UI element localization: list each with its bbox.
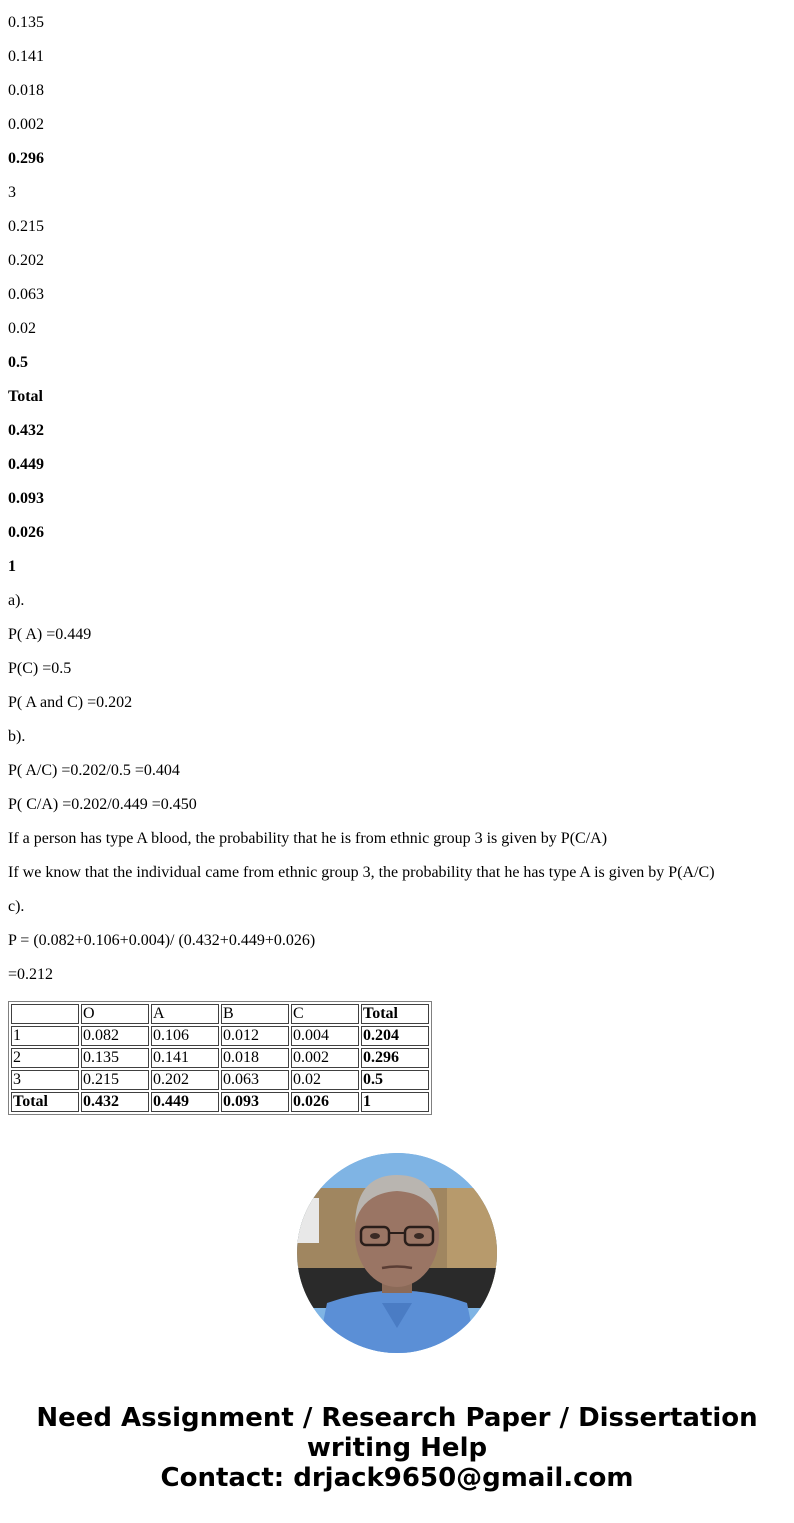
table-cell: 0.202	[151, 1070, 219, 1090]
probability-a-and-c: P( A and C) =0.202	[8, 694, 133, 711]
part-c-result: =0.212	[8, 966, 54, 983]
table-cell: 0.082	[81, 1026, 149, 1046]
table-header-cell: C	[291, 1004, 359, 1024]
table-cell: 0.02	[291, 1070, 359, 1090]
table-cell: 0.106	[151, 1026, 219, 1046]
explanation-1: If a person has type A blood, the probability that he is from ethnic group 3 is given by P(C/A)	[8, 830, 608, 847]
probability-c: P(C) =0.5	[8, 660, 72, 677]
table-cell: 0.432	[81, 1092, 149, 1112]
table-cell: 0.063	[221, 1070, 289, 1090]
contact-banner	[0, 1403, 794, 1493]
text-line: 0.5	[8, 354, 28, 371]
table-header-cell: Total	[361, 1004, 429, 1024]
text-line: 0.135	[8, 14, 44, 31]
table-cell: 2	[11, 1048, 79, 1068]
text-line: 3	[8, 184, 16, 201]
author-avatar	[297, 1153, 497, 1353]
table-cell: Total	[11, 1092, 79, 1112]
table-header-cell: O	[81, 1004, 149, 1024]
table-header-cell: B	[221, 1004, 289, 1024]
text-line: 0.141	[8, 48, 44, 65]
text-line: 0.215	[8, 218, 44, 235]
text-line: Total	[8, 388, 43, 405]
table-header-cell: A	[151, 1004, 219, 1024]
table-header-cell	[11, 1004, 79, 1024]
table-cell: 1	[11, 1026, 79, 1046]
part-b-label: b).	[8, 728, 26, 745]
table-cell: 0.215	[81, 1070, 149, 1090]
person-portrait-icon	[297, 1153, 497, 1353]
table-row	[11, 1026, 429, 1046]
banner-line-2: writing Help	[306, 1433, 488, 1463]
table-cell: 0.5	[361, 1070, 429, 1090]
explanation-2: If we know that the individual came from ethnic group 3, the probability that he has type A is given by P(A/C)	[8, 864, 715, 881]
table-cell: 0.018	[221, 1048, 289, 1068]
table-cell: 0.002	[291, 1048, 359, 1068]
text-line: 1	[8, 558, 16, 575]
text-line: 0.432	[8, 422, 44, 439]
probability-table	[8, 1001, 432, 1115]
table-cell: 3	[11, 1070, 79, 1090]
table-cell: 0.141	[151, 1048, 219, 1068]
text-line: 0.063	[8, 286, 44, 303]
text-line: 0.296	[8, 150, 44, 167]
text-line: 0.026	[8, 524, 44, 541]
table-cell: 0.026	[291, 1092, 359, 1112]
part-c-formula: P = (0.082+0.106+0.004)/ (0.432+0.449+0.026)	[8, 932, 316, 949]
probability-a-given-c: P( A/C) =0.202/0.5 =0.404	[8, 762, 180, 779]
text-line: 0.202	[8, 252, 44, 269]
table-cell: 0.004	[291, 1026, 359, 1046]
table-cell: 0.012	[221, 1026, 289, 1046]
table-cell: 0.093	[221, 1092, 289, 1112]
table-total-row	[11, 1092, 429, 1112]
banner-line-1: Need Assignment / Research Paper / Dissertation	[36, 1403, 758, 1433]
text-line: 0.449	[8, 456, 44, 473]
part-a-label: a).	[8, 592, 25, 609]
table-cell: 0.296	[361, 1048, 429, 1068]
table-cell: 0.135	[81, 1048, 149, 1068]
text-line: 0.093	[8, 490, 44, 507]
banner-contact-email: Contact: drjack9650@gmail.com	[160, 1463, 634, 1493]
table-cell: 1	[361, 1092, 429, 1112]
probability-c-given-a: P( C/A) =0.202/0.449 =0.450	[8, 796, 197, 813]
table-row	[11, 1048, 429, 1068]
text-line: 0.018	[8, 82, 44, 99]
text-line: 0.002	[8, 116, 44, 133]
part-c-label: c).	[8, 898, 25, 915]
table-cell: 0.449	[151, 1092, 219, 1112]
document-body	[8, 0, 786, 992]
text-line: 0.02	[8, 320, 36, 337]
table-header-row	[11, 1004, 429, 1024]
probability-a: P( A) =0.449	[8, 626, 92, 643]
table-row	[11, 1070, 429, 1090]
table-cell: 0.204	[361, 1026, 429, 1046]
